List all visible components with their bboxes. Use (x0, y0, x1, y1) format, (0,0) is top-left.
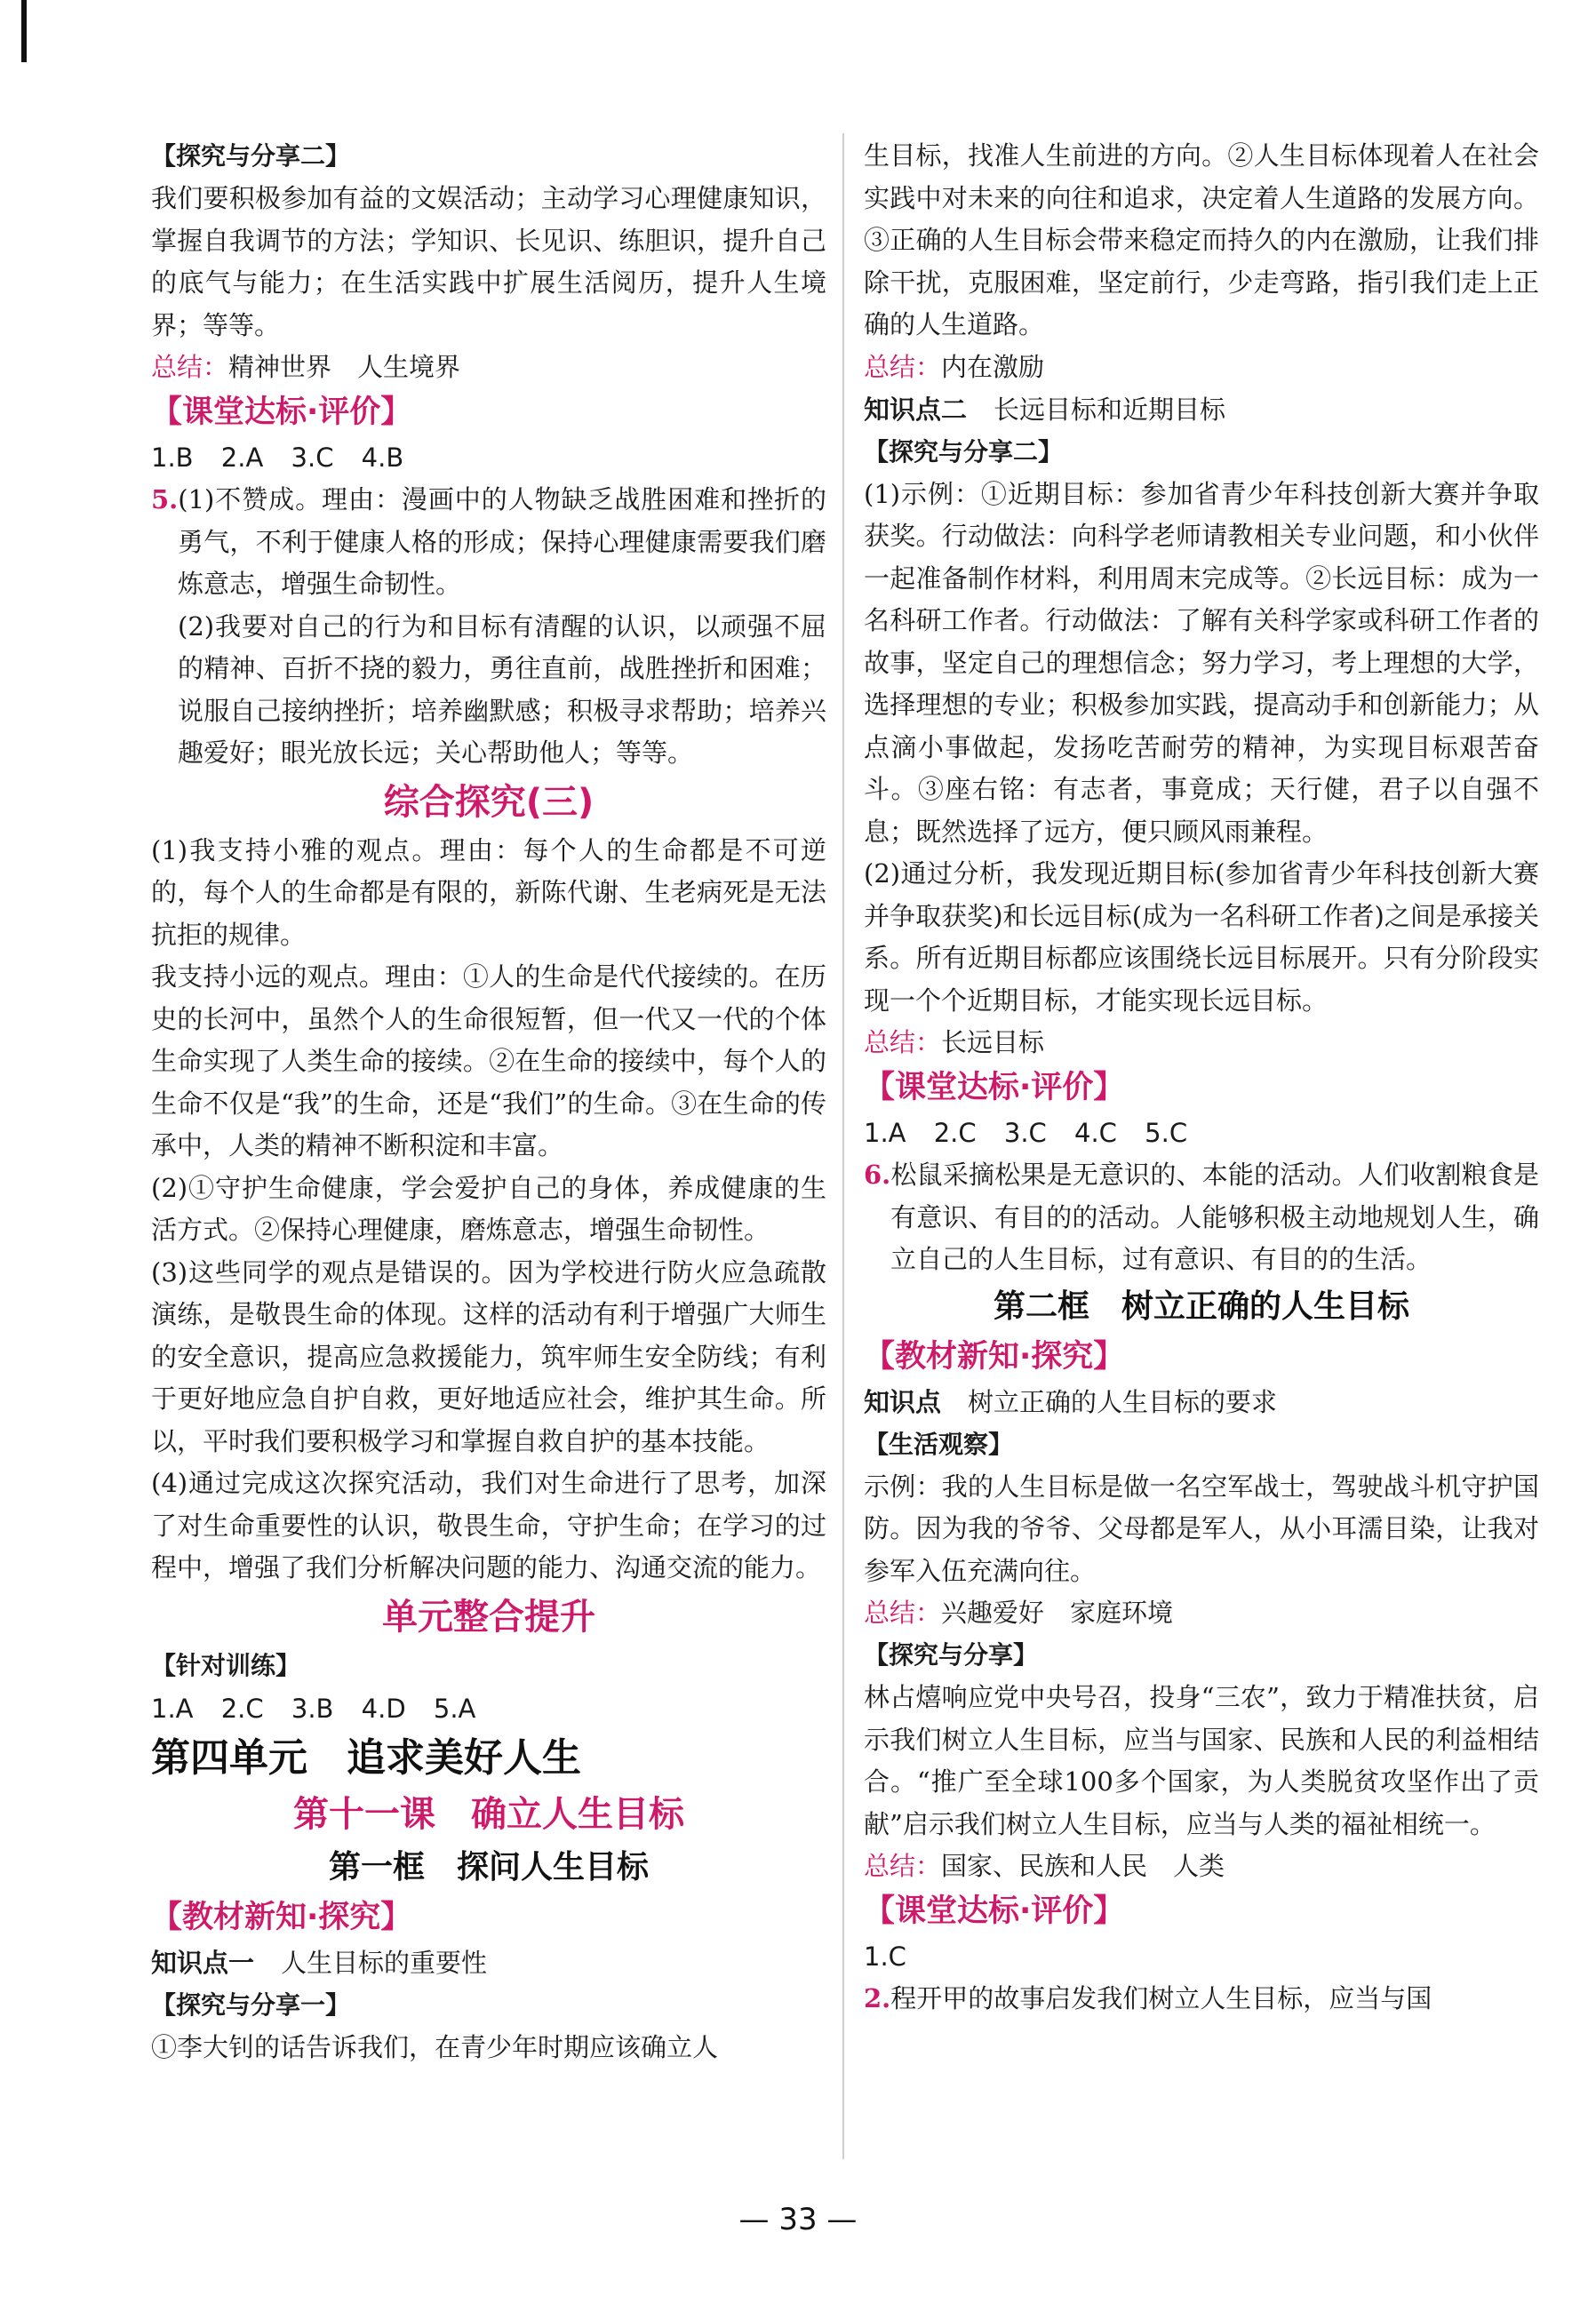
summary (864, 1022, 1539, 1064)
summary-text: 兴趣爱好 家庭环境 (941, 1598, 1174, 1628)
knowledge-point-text: 长远目标和近期目标 (994, 394, 1226, 425)
knowledge-point-label: 知识点一 (151, 1947, 255, 1978)
answer-paragraph: (2)我要对自己的行为和目标有清醒的认识，以顽强不屈的精神、百折不挠的毅力，勇往直前，战胜挫折和困难；说服自己接纳挫折；培养幽默感；积极寻求帮助；培养兴趣爱好；眼光放长远；关心帮助他人；等等。 (178, 610, 826, 768)
right-column (864, 135, 1539, 2021)
summary (864, 1592, 1539, 1634)
section-heading: 【教材新知·探究】 (864, 1338, 1125, 1375)
paragraph: 示例：我的人生目标是做一名空军战士，驾驶战斗机守护国防。因为我的爷爷、父母都是军人，从小耳濡目染，让我对参军入伍充满向往。 (864, 1471, 1539, 1586)
answer: 4.C (1074, 1118, 1117, 1148)
paragraph: 生目标，找准人生前进的方向。②人生目标体现着人在社会实践中对未来的向往和追求，决定着人生道路的发展方向。③正确的人生目标会带来稳定而持久的内在激励，让我们排除干扰，克服困难，坚定前行，少走弯路，指引我们走上正确的人生道路。 (864, 140, 1539, 339)
summary-label: 总结： (864, 1851, 942, 1881)
question-number: 6. (864, 1160, 891, 1190)
summary (864, 347, 1539, 388)
answer: 2.C (220, 1693, 264, 1724)
answer: 3.C (1003, 1118, 1047, 1148)
answer: 4.B (361, 442, 404, 473)
paragraph: (3)这些同学的观点是错误的。因为学校进行防火应急疏散演练，是敬畏生命的体现。这样的活动有利于增强广大师生的安全意识，提高应急救援能力，筑牢师生安全防线；有利于更好地应急自护自救，更好地适应社会，维护其生命。所以，平时我们要积极学习和掌握自救自护的基本技能。 (151, 1256, 826, 1456)
paragraph: (2)①守护生命健康，学会爱护自己的身体，养成健康的生活方式。②保持心理健康，磨炼意志，增强生命韧性。 (151, 1172, 826, 1245)
summary-label: 总结： (864, 1027, 942, 1057)
scan-edge-mark (21, 0, 27, 62)
answer: 2.C (933, 1118, 977, 1148)
heading-danyuan: 单元整合提升 (382, 1596, 595, 1638)
knowledge-point-text: 人生目标的重要性 (281, 1947, 488, 1978)
unit-heading: 第四单元 追求美好人生 (151, 1734, 581, 1781)
frame-heading: 第一框 探问人生目标 (328, 1848, 649, 1885)
page-number-value: 33 (778, 2202, 818, 2237)
answer-text: (1)不赞成。理由：漫画中的人物缺乏战胜困难和挫折的勇气，不利于健康人格的形成；保持心理健康需要我们磨炼意志，增强生命韧性。 (178, 484, 826, 599)
frame-heading: 第二框 树立正确的人生目标 (993, 1288, 1409, 1325)
knowledge-point-label: 知识点二 (864, 394, 968, 425)
section-heading: 【课堂达标·评价】 (864, 1893, 1125, 1929)
summary (864, 1846, 1539, 1887)
paragraph: 林占熺响应党中央号召，投身“三农”，致力于精准扶贫，启示我们树立人生目标，应当与国家、民族和人民的利益相结合。“推广至全球100多个国家，为人类脱贫攻坚作出了贡献”启示我们树立人生目标，应当与人类的福祉相统一。 (864, 1682, 1539, 1839)
section-heading: 【课堂达标·评价】 (864, 1070, 1125, 1105)
knowledge-point (864, 1381, 1539, 1423)
section-heading: 【课堂达标·评价】 (151, 395, 412, 430)
knowledge-point (864, 388, 1539, 431)
summary-label: 总结： (151, 352, 229, 382)
section-heading: 【教材新知·探究】 (151, 1899, 412, 1935)
section-tag: 【探究与分享二】 (864, 436, 1064, 466)
left-column (151, 135, 826, 2069)
paragraph: 我支持小远的观点。理由：①人的生命是代代接续的。在历史的长河中，虽然个人的生命很短暂，但一代又一代的个体生命实现了人类生命的接续。②在生命的接续中，每个人的生命不仅是“我”的生命，还是“我们”的生命。③在生命的传承中，人类的精神不断积淀和丰富。 (151, 961, 826, 1160)
answer-text: 松鼠采摘松果是无意识的、本能的活动。人们收割粮食是有意识、有目的的活动。人能够积极主动地规划人生，确立自己的人生目标，过有意识、有目的的生活。 (890, 1160, 1539, 1274)
answer-row (864, 1112, 1539, 1154)
paragraph: (4)通过完成这次探究活动，我们对生命进行了思考，加深了对生命重要性的认识，敬畏生命，守护生命；在学习的过程中，增强了我们分析解决问题的能力、沟通交流的能力。 (151, 1468, 826, 1583)
question-number: 2. (864, 1983, 891, 2013)
summary-text: 国家、民族和人民 人类 (941, 1851, 1225, 1881)
page-number: — 33 — (738, 2202, 858, 2237)
answer-row (864, 1935, 1539, 1978)
answer-row (151, 436, 826, 479)
answer-paragraph (151, 479, 826, 606)
answer: 3.C (291, 442, 334, 473)
answer: 2.A (220, 442, 264, 473)
knowledge-point (151, 1941, 826, 1984)
answer: 1.A (864, 1118, 906, 1148)
section-tag: 【探究与分享二】 (151, 141, 351, 171)
heading-zonghe: 综合探究(三) (383, 781, 595, 823)
answer: 5.C (1145, 1118, 1188, 1148)
paragraph: (1)示例：①近期目标：参加省青少年科技创新大赛并争取获奖。行动做法：向科学老师请教相关专业问题，和小伙伴一起准备制作材料，利用周末完成等。②长远目标：成为一名科研工作者。行动做法：了解有关科学家或科研工作者的故事，坚定自己的理想信念；努力学习，考上理想的大学，选择理想的专业；积极参加实践，提高动手和创新能力；从点滴小事做起，发扬吃苦耐劳的精神，为实现目标艰苦奋斗。③座右铭：有志者，事竟成；天行健，君子以自强不息；既然选择了远方，便只顾风雨兼程。 (864, 478, 1539, 847)
summary-text: 内在激励 (941, 351, 1045, 382)
question-number: 5. (151, 484, 179, 514)
answer: 1.A (151, 1693, 194, 1724)
summary (151, 347, 826, 388)
answer: 4.D (361, 1693, 406, 1724)
answer-row (151, 1687, 826, 1730)
summary-text: 精神世界 人生境界 (228, 352, 461, 382)
section-tag: 【探究与分享一】 (151, 1989, 351, 2020)
section-tag: 【生活观察】 (864, 1429, 1014, 1459)
summary-text: 长远目标 (941, 1027, 1045, 1057)
knowledge-point-label: 知识点 (864, 1386, 942, 1417)
paragraph: (2)通过分析，我发现近期目标(参加省青少年科技创新大赛并争取获奖)和长远目标(成为一名科研工作者)之间是承接关系。所有近期目标都应该围绕长远目标展开。只有分阶段实现一个个近期目标，才能实现长远目标。 (864, 858, 1539, 1016)
paragraph: 我们要积极参加有益的文娱活动；主动学习心理健康知识，掌握自我调节的方法；学知识、长见识、练胆识，提升自己的底气与能力；在生活实践中扩展生活阅历，提升人生境界；等等。 (151, 183, 826, 340)
section-tag: 【针对训练】 (151, 1650, 301, 1680)
answer: 1.C (864, 1941, 906, 1972)
answer: 5.A (433, 1693, 476, 1724)
answer-paragraph (864, 1978, 1539, 2021)
answer: 1.B (151, 442, 194, 473)
lesson-heading: 第十一课 确立人生目标 (293, 1793, 684, 1835)
knowledge-point-text: 树立正确的人生目标的要求 (968, 1386, 1278, 1417)
paragraph: ①李大钊的话告诉我们，在青少年时期应该确立人 (151, 2031, 719, 2062)
paragraph: (1)我支持小雅的观点。理由：每个人的生命都是不可逆的，每个人的生命都是有限的，新陈代谢、生老病死是无法抗拒的规律。 (151, 834, 826, 950)
answer-paragraph (864, 1154, 1539, 1281)
summary-label: 总结： (864, 1598, 942, 1628)
answer-text: 程开甲的故事启发我们树立人生目标，应当与国 (890, 1983, 1432, 2013)
column-divider (842, 133, 844, 2159)
section-tag: 【探究与分享】 (864, 1640, 1039, 1670)
answer: 3.B (291, 1693, 334, 1724)
summary-label: 总结： (864, 351, 942, 382)
